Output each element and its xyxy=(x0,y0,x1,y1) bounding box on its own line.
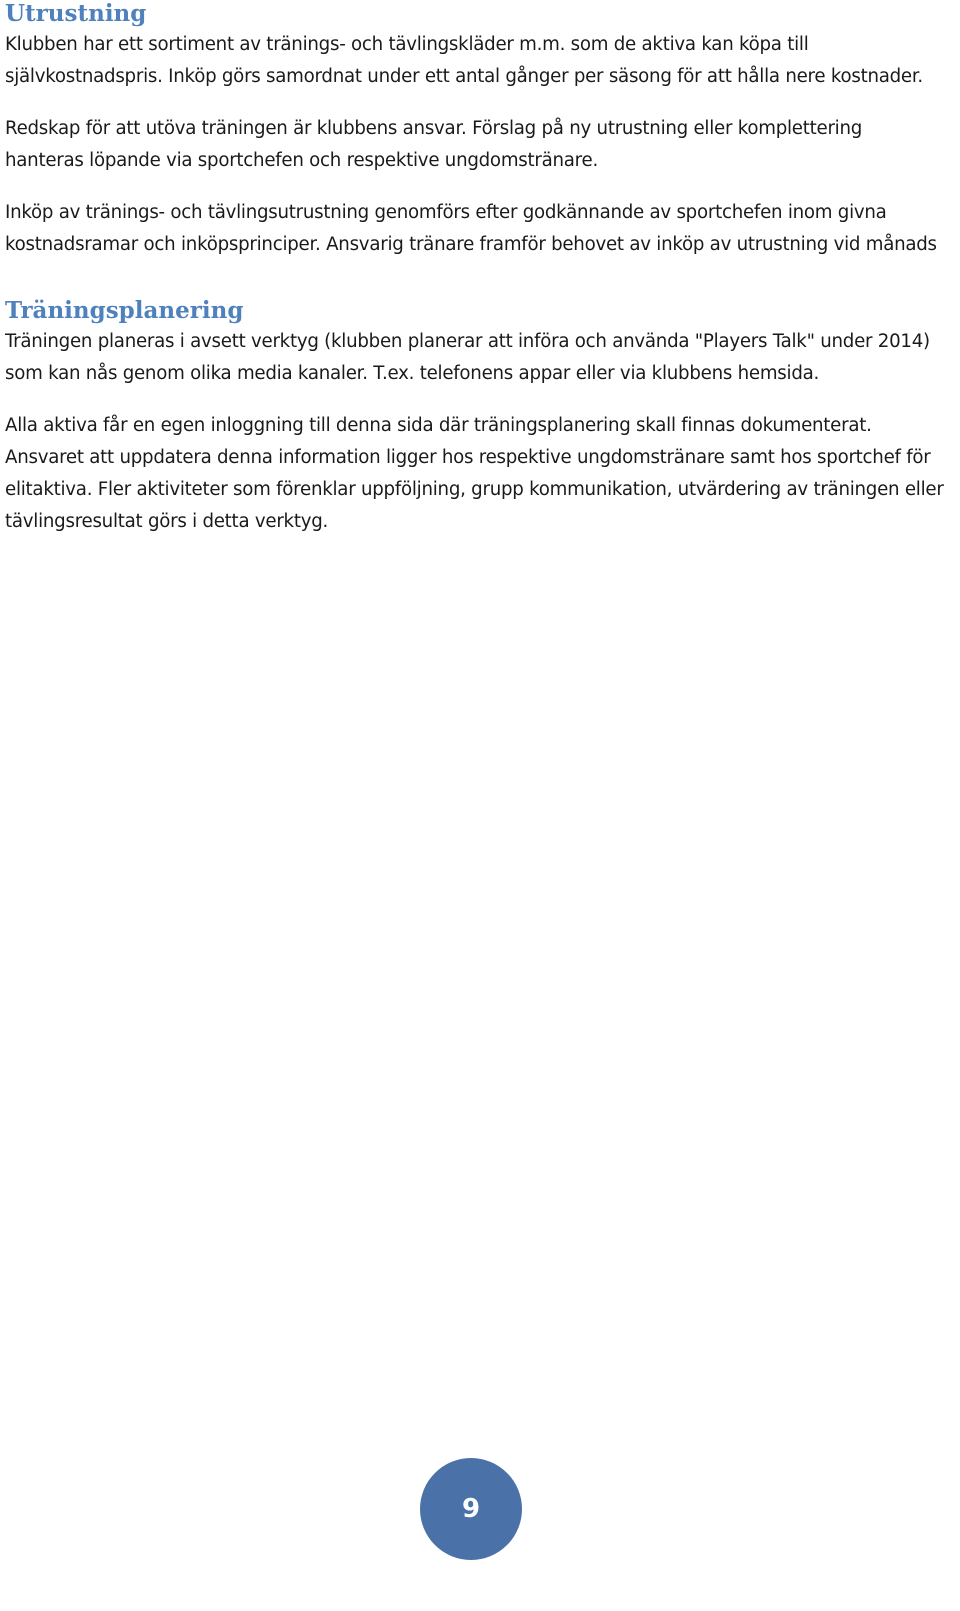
paragraph-traningsplanering-2: Alla aktiva får en egen inloggning till denna sida där träningsplanering skall finnas dokumenterat. xyxy=(5,415,872,436)
page-number-badge xyxy=(420,1458,522,1560)
paragraph-utrustning-2: Redskap för att utöva träningen är klubbens ansvar. Förslag på ny utrustning eller komplettering hanteras löpande via sportchefen och respektive ungdomstränare. xyxy=(5,118,863,171)
paragraph-utrustning-3: Inköp av tränings- och tävlingsutrustning genomförs efter godkännande av sportchefen inom givna kostnadsramar och inköpsprinciper. Ansvarig tränare framför behovet av inköp av utrustning vid månads xyxy=(5,202,937,255)
section-heading-traningsplanering: Träningsplanering xyxy=(5,297,244,324)
document-body xyxy=(5,0,945,538)
section-heading-utrustning: Utrustning xyxy=(5,0,147,27)
paragraph-traningsplanering-3: Ansvaret att uppdatera denna information ligger hos respektive ungdomstränare samt hos sportchef för elitaktiva. Fler aktiviteter som förenklar uppföljning, grupp kommunikation, utvärdering av träningen eller tävlingsresultat görs i detta verktyg. xyxy=(5,447,944,532)
page-number: 9 xyxy=(461,1494,481,1524)
paragraph-traningsplanering-1: Träningen planeras i avsett verktyg (klubben planerar att införa och använda "Players Talk" under 2014) som kan nås genom olika media kanaler. T.ex. telefonens appar eller via klubbens hemsida. xyxy=(5,331,930,384)
paragraph-utrustning-1: Klubben har ett sortiment av tränings- och tävlingskläder m.m. som de aktiva kan köpa till självkostnadspris. Inköp görs samordnat under ett antal gånger per säsong för att hålla nere kostnader. xyxy=(5,34,923,87)
